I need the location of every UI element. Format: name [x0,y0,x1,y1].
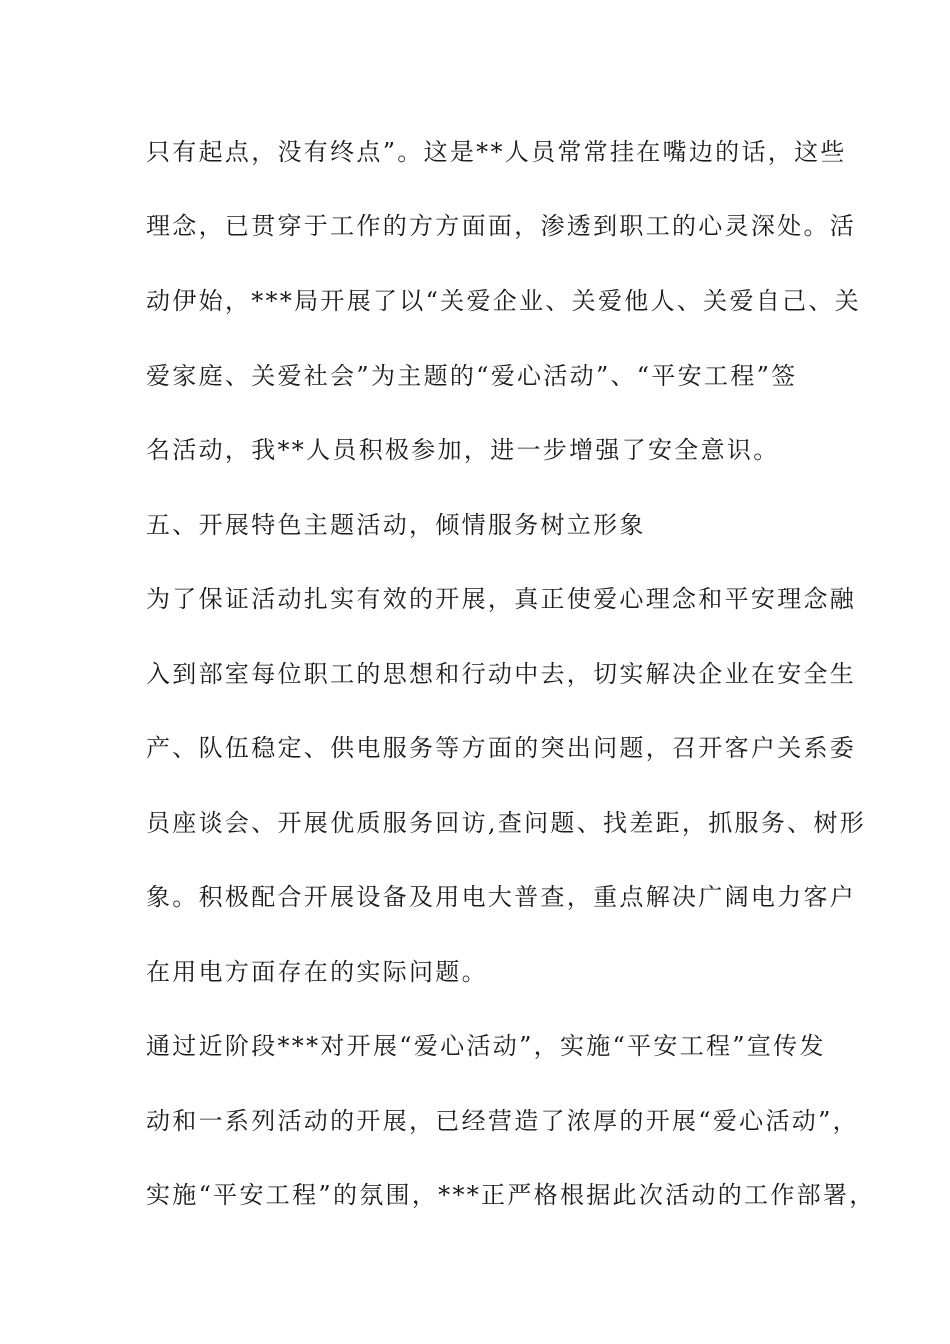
text-line: 员座谈会、开展优质服务回访,查问题、找差距，抓服务、树形 [146,809,867,837]
text-line: 爱家庭、关爱社会”为主题的“爱心活动”、“平安工程”签 [146,362,798,390]
text-line: 为了保证活动扎实有效的开展，真正使爱心理念和平安理念融 [146,585,857,613]
text-line: 象。积极配合开展设备及用电大普查，重点解决广阔电力客户 [146,883,857,911]
section-heading: 五、开展特色主题活动，倾情服务树立形象 [146,511,646,539]
text-line: 实施“平安工程”的氛围，***正严格根据此次活动的工作部署， [146,1181,876,1209]
text-line: 入到部室每位职工的思想和行动中去，切实解决企业在安全生 [146,660,857,688]
text-line: 只有起点，没有终点”。这是**人员常常挂在嘴边的话，这些 [146,138,847,166]
text-line: 理念，已贯穿于工作的方方面面，渗透到职工的心灵深处。活 [146,212,857,240]
text-line: 动和一系列活动的开展，已经营造了浓厚的开展“爱心活动”， [146,1107,859,1135]
text-line: 产、队伍稳定、供电服务等方面的突出问题，召开客户关系委 [146,734,857,762]
text-line: 动伊始，***局开展了以“关爱企业、关爱他人、关爱自己、关 [146,287,861,315]
text-line: 名活动，我**人员积极参加，进一步增强了安全意识。 [146,436,780,464]
text-line: 通过近阶段***对开展“爱心活动”，实施“平安工程”宣传发 [146,1032,826,1060]
text-line: 在用电方面存在的实际问题。 [146,958,488,986]
